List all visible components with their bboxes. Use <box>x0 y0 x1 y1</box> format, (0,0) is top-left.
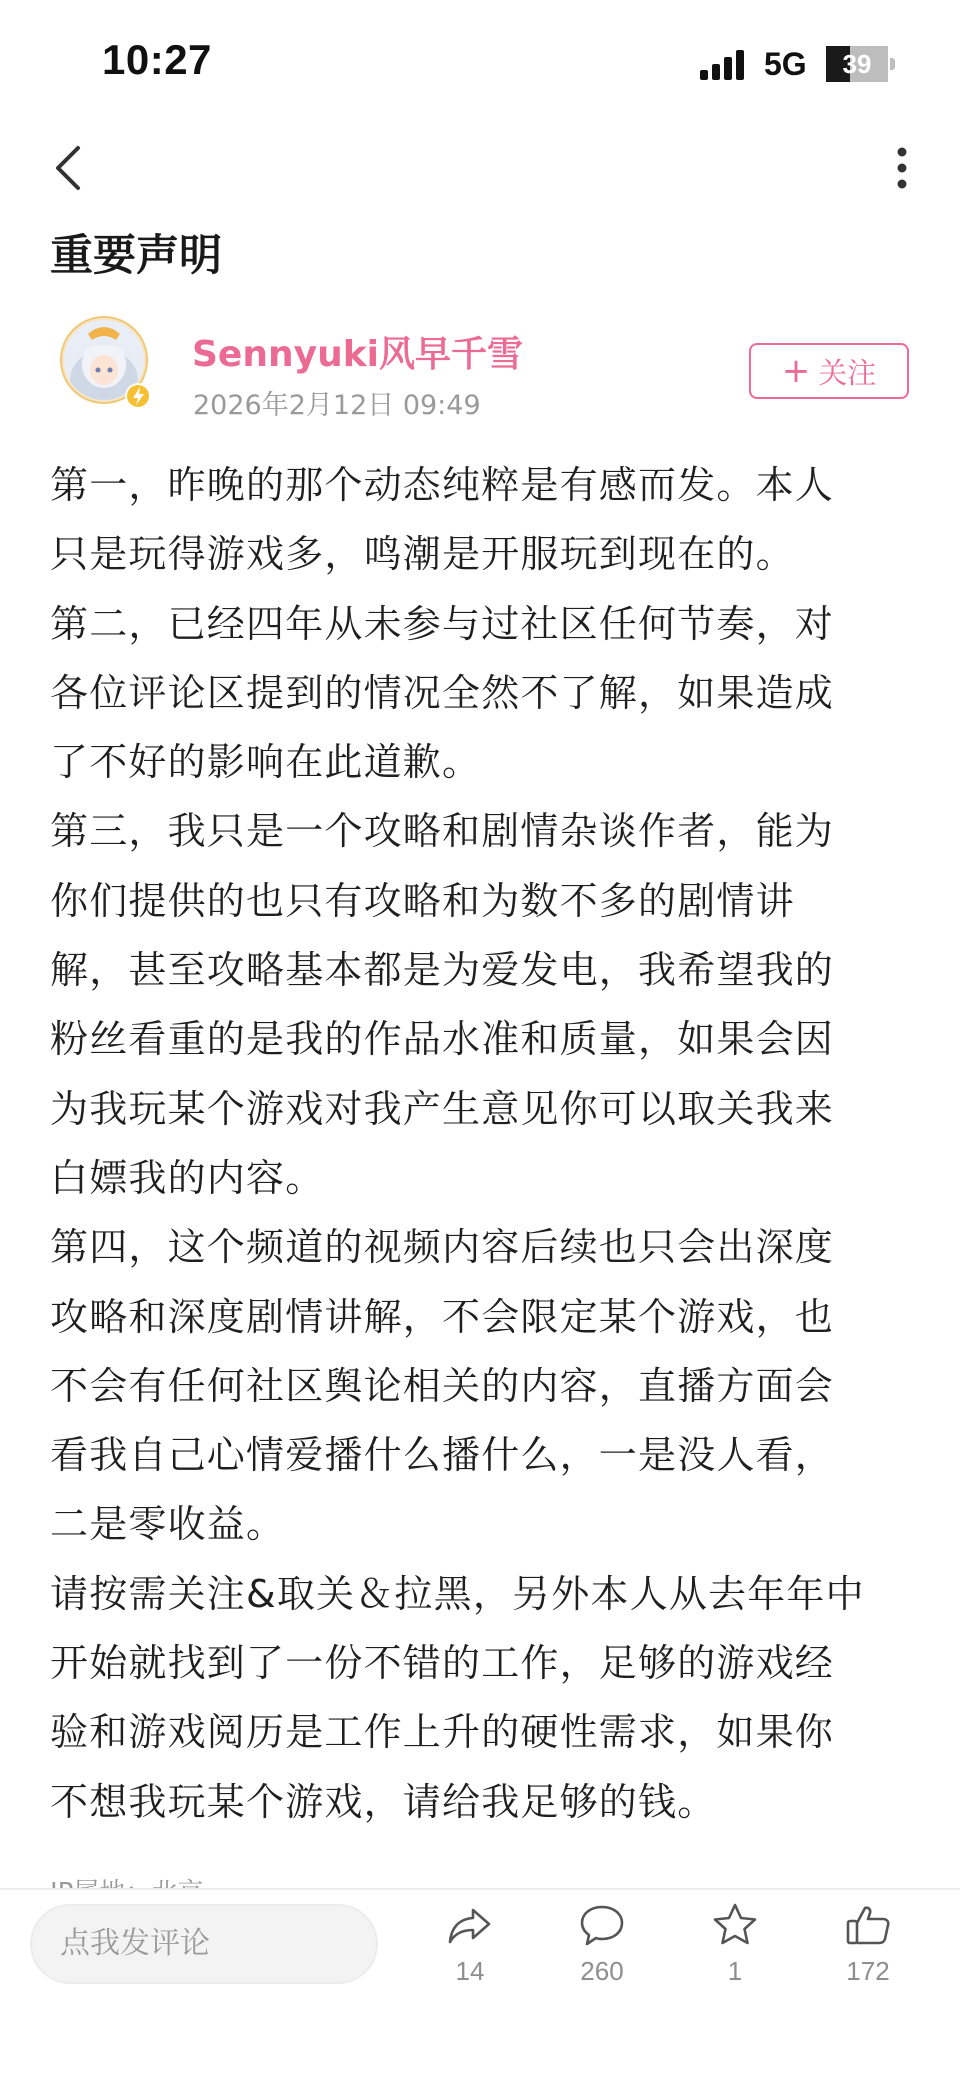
post-date: 2026年2月12日 09:49 <box>193 390 481 421</box>
network-label: 5G <box>764 46 807 82</box>
like-button[interactable] <box>813 1900 923 2010</box>
star-icon <box>710 1900 760 1950</box>
bottom-bar <box>0 1888 960 2078</box>
post-line: 看我自己心情爱播什么播什么，一是没人看， <box>50 1433 835 1478</box>
post-line: 解，甚至攻略基本都是为爱发电，我希望我的 <box>50 948 835 993</box>
comment-icon <box>577 1900 627 1950</box>
status-time: 10:27 <box>102 36 212 83</box>
home-indicator <box>320 2056 640 2066</box>
post-line: 只是玩得游戏多，鸣潮是开服玩到现在的。 <box>50 532 795 577</box>
follow-button[interactable] <box>749 343 909 399</box>
status-bar <box>0 0 960 120</box>
post-line: 不会有任何社区舆论相关的内容，直播方面会 <box>50 1363 835 1408</box>
post-line: 粉丝看重的是我的作品水准和质量，如果会因 <box>50 1017 835 1062</box>
favorite-button[interactable] <box>680 1900 790 2010</box>
post-line: 为我玩某个游戏对我产生意见你可以取关我来 <box>50 1086 835 1131</box>
post-line: 二是零收益。 <box>50 1502 286 1547</box>
post-line: 第一，昨晚的那个动态纯粹是有感而发。本人 <box>50 463 835 507</box>
post-line: 第二，已经四年从未参与过社区任何节奏，对 <box>50 601 835 646</box>
post-line: 第三，我只是一个攻略和剧情杂谈作者，能为 <box>50 809 835 854</box>
post-line: 各位评论区提到的情况全然不了解，如果造成 <box>50 670 835 715</box>
post-line: 白嫖我的内容。 <box>50 1155 325 1200</box>
more-button[interactable] <box>884 140 920 196</box>
lightning-badge-icon <box>127 385 149 407</box>
post-line: 攻略和深度剧情讲解，不会限定某个游戏，也 <box>50 1294 835 1339</box>
like-count: 172 <box>846 1956 890 1986</box>
back-button[interactable] <box>44 140 96 196</box>
post-line: 验和游戏阅历是工作上升的硬性需求，如果你 <box>50 1710 835 1755</box>
battery-icon <box>826 46 896 82</box>
comment-button[interactable] <box>547 1900 657 2010</box>
share-icon <box>445 1900 495 1950</box>
post-line: 开始就找到了一份不错的工作，足够的游戏经 <box>50 1641 835 1686</box>
comment-input[interactable]: 点我发评论 <box>30 1904 378 1984</box>
post-body <box>50 451 920 1837</box>
share-count: 14 <box>455 1956 485 1986</box>
post-line: 第四，这个频道的视频内容后续也只会出深度 <box>50 1225 835 1270</box>
battery-level: 39 <box>842 49 872 79</box>
post-line: 你们提供的也只有攻略和为数不多的剧情讲 <box>50 878 795 923</box>
signal-icon <box>700 50 746 80</box>
comment-count: 260 <box>580 1956 624 1986</box>
favorite-count: 1 <box>727 1956 743 1986</box>
share-button[interactable] <box>415 1900 525 2010</box>
post-line: 了不好的影响在此道歉。 <box>50 740 482 785</box>
post-line: 不想我玩某个游戏，请给我足够的钱。 <box>50 1779 717 1824</box>
follow-label: 关注 <box>818 355 877 390</box>
thumbs-up-icon <box>843 1900 893 1950</box>
page-title: 重要声明 <box>50 231 222 281</box>
avatar[interactable] <box>58 316 158 416</box>
post-line: 请按需关注&取关＆拉黑，另外本人从去年年中 <box>50 1571 865 1616</box>
author-name[interactable]: Sennyuki风早千雪 <box>192 334 523 375</box>
plus-icon: + <box>781 351 811 391</box>
